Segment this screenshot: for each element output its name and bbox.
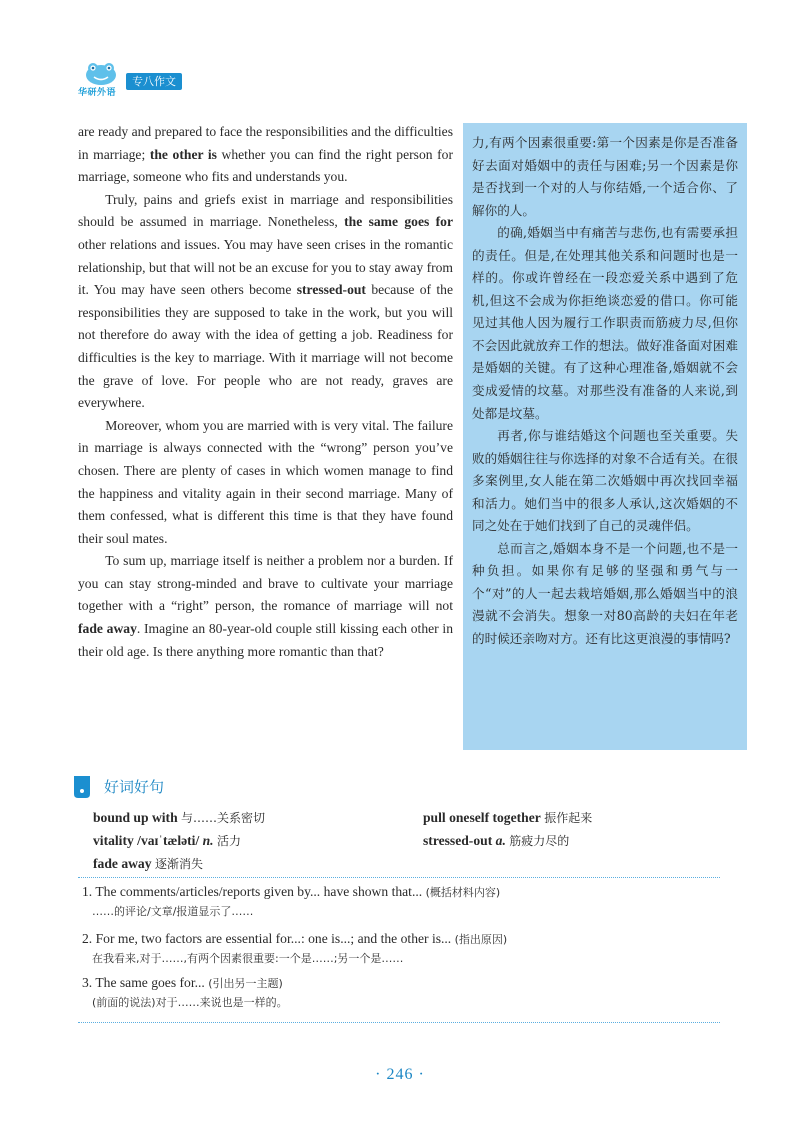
bold-phrase: stressed-out	[296, 282, 366, 298]
vocab-item	[423, 806, 592, 830]
english-essay	[78, 121, 453, 663]
bookmark-icon	[72, 774, 92, 800]
text-run: To sum up, marriage itself is neither a problem nor a burden. If you can stay strong-minded and brave to cultivate your marriage together with a “right” person, the romance of marriage will not	[78, 553, 453, 614]
translation-paragraph: 力,有两个因素很重要:第一个因素是你是否准备好去面对婚姻中的责任与困难;另一个因素是你是否找到一个对的人与你结婚,一个适合你、了解你的人。	[472, 135, 738, 218]
vocab-meaning: 活力	[217, 834, 242, 848]
bold-phrase: fade away	[78, 621, 137, 637]
vocab-item	[93, 829, 241, 853]
text-run: because of the responsibilities they are supposed to take in the work, but you will not therefore do away with the idea of getting a job. Readiness for difficulties is the key to marriage. With it marriage will not become the grave of love. For people who are not ready, graves are everywhere.	[78, 282, 453, 411]
pattern-text: 1. The comments/articles/reports given by... have shown that...	[82, 884, 423, 899]
page-header	[78, 62, 218, 96]
text-run: are ready and prepared to face the responsibilities and the difficulties in marriage;	[78, 124, 453, 162]
vocab-term: pull oneself together	[423, 810, 541, 825]
translation-paragraph: 的确,婚姻当中有痛苦与悲伤,也有需要承担的责任。但是,在处理其他关系和问题时也是一样的。你或许曾经在一段恋爱关系中遇到了危机,但这不会成为你拒绝谈恋爱的借口。你可能见过其他人因为履行工作职责而筋疲力尽,但你不会因此就放弃工作的想法。做好准备面对困难是婚姻的关键。有了这种心理准备,婚姻就不会变成爱情的坟墓。对那些没有准备的人来说,到处都是坟墓。	[472, 225, 738, 421]
vocab-item	[423, 829, 569, 853]
essay-paragraph	[78, 415, 453, 551]
vocab-title: 好词好句	[104, 778, 165, 796]
pattern-note: (概括材料内容)	[425, 886, 501, 899]
vocab-meaning: 筋疲力尽的	[509, 834, 570, 848]
logo-text: 华研外语	[78, 88, 117, 98]
dotted-divider	[78, 877, 720, 878]
vocab-meaning: 振作起来	[544, 811, 593, 825]
vocab-item	[93, 852, 203, 876]
essay-paragraph	[78, 121, 453, 189]
text-run: whether you can find the right person for marriage, someone who fits and understands you.	[78, 146, 453, 185]
vocab-pos: a.	[495, 833, 506, 848]
vocab-term: vitality /vaɪˈtæləti/	[93, 833, 200, 848]
section-badge: 专八作文	[126, 73, 182, 90]
pattern-text: 2. For me, two factors are essential for...: one is...; and the other is...	[82, 931, 452, 946]
bold-phrase: the same goes for	[344, 214, 453, 230]
pattern-translation: 在我看来,对于……,有两个因素很重要:一个是……;另一个是……	[92, 952, 404, 965]
vocab-item	[93, 806, 265, 830]
text-run: Moreover, whom you are married with is very vital. The failure in marriage is always connected with the “wrong” person you’ve chosen. There are plenty of cases in which women manage to find the happiness and vitality again in their second marriage. Many of them confessed, what is different this time is that they have found their soul mates.	[78, 417, 453, 546]
pattern-translation: (前面的说法)对于……来说也是一样的。	[92, 996, 288, 1009]
pattern-translation: ……的评论/文章/报道显示了……	[92, 905, 254, 918]
vocab-pos: n.	[202, 833, 214, 848]
text-run: . Imagine an 80-year-old couple still kissing each other in their old age. Is there anything more romantic than that?	[78, 621, 453, 659]
text-run: Truly, pains and griefs exist in marriage and responsibilities should be assumed in marriage. Nonetheless,	[78, 191, 453, 230]
dotted-divider	[78, 1022, 720, 1023]
vocab-term: stressed-out	[423, 833, 493, 848]
page-number: · 246 ·	[375, 1066, 425, 1083]
text-run: other relations and issues. You may have seen crises in the romantic relationship, but that will not be an excuse for you to stay away from it. You may have seen others become	[78, 236, 453, 298]
vocab-meaning: 与……关系密切	[181, 811, 266, 825]
sentence-pattern	[82, 882, 732, 921]
pattern-note: (指出原因)	[454, 933, 508, 946]
essay-paragraph	[78, 550, 453, 663]
vocab-meaning: 逐渐消失	[154, 857, 203, 871]
vocab-term: bound up with	[93, 810, 178, 825]
bold-phrase: the other is	[149, 146, 217, 162]
vocab-term: fade away	[93, 856, 152, 871]
sentence-pattern	[82, 973, 732, 1012]
pattern-text: 3. The same goes for...	[82, 975, 205, 990]
sentence-pattern	[82, 929, 732, 968]
chinese-translation-box	[463, 123, 747, 750]
pattern-note: (引出另一主题)	[208, 977, 283, 990]
essay-paragraph	[78, 189, 453, 415]
translation-paragraph: 总而言之,婚姻本身不是一个问题,也不是一种负担。如果你有足够的坚强和勇气与一个“对”的人一起去栽培婚姻,那么婚姻当中的浪漫就不会消失。想象一对80高龄的夫妇在年老的时候还亲吻对方。还有比这更浪漫的事情吗?	[472, 540, 738, 647]
translation-paragraph: 再者,你与谁结婚这个问题也至关重要。失败的婚姻往往与你选择的对象不合适有关。在很多案例里,女人能在第二次婚姻中再次找回幸福和活力。她们当中的很多人承认,这次婚姻的不同之处在于她们找到了自己的灵魂伴侣。	[472, 428, 738, 534]
